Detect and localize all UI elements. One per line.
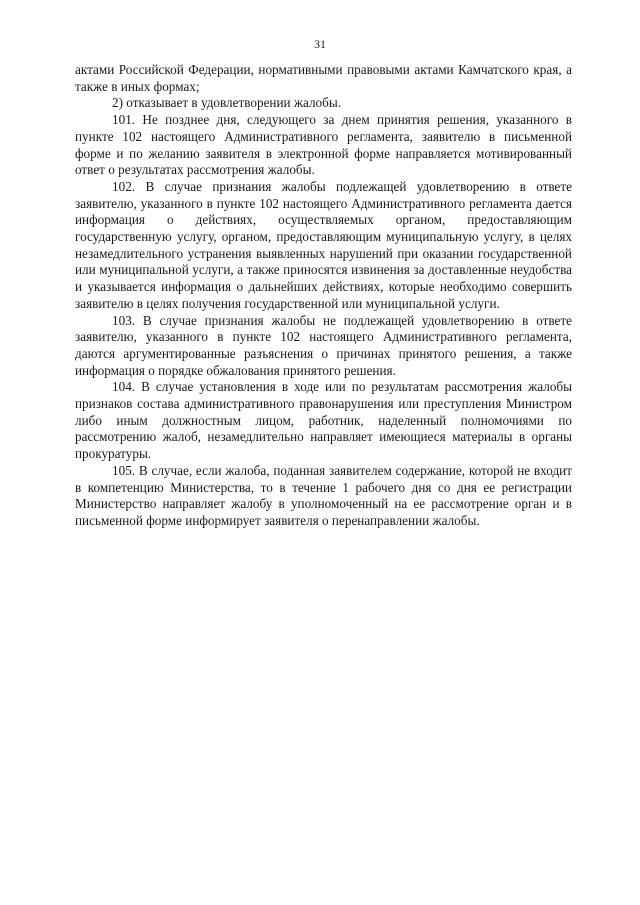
paragraph-continuation: актами Российской Федерации, нормативными правовыми актами Камчатского края, а также в иных формах; xyxy=(75,62,572,94)
paragraph-103: 103. В случае признания жалобы не подлежащей удовлетворению в ответе заявителю, указанного в пункте 102 настоящего Административного регламента, даются аргументированные разъяснения о причинах принятого решения, а также информация о порядке обжалования принятого решения. xyxy=(75,312,572,378)
paragraph-item-2: 2) отказывает в удовлетворении жалобы. xyxy=(112,95,342,111)
paragraph-102: 102. В случае признания жалобы подлежащей удовлетворению в ответе заявителю, указанного в пункте 102 настоящего Административного регламента дается информация о действиях, осуществляемых органом, предоставляющим государственную услугу, органом, предоставляющим муниципальную услугу, в целях незамедлительного устранения выявленных нарушений при оказании государственной или муниципальной услуги, а также приносятся извинения за доставленные неудобства и указывается информация о дальнейших действиях, которые необходимо совершить заявителю в целях получения государственной или муниципальной услуги. xyxy=(75,178,572,311)
document-body xyxy=(75,62,572,530)
paragraph-105: 105. В случае, если жалоба, поданная заявителем содержание, которой не входит в компетенцию Министерства, то в течение 1 рабочего дня со дня ее регистрации Министерство направляет жалобу в уполномоченный на ее рассмотрение орган и в письменной форме информирует заявителя о перенаправлении жалобы. xyxy=(75,462,572,528)
paragraph-104: 104. В случае установления в ходе или по результатам рассмотрения жалобы признаков состава административного правонарушения или преступления Министром либо иным должностным лицом, работник, наделенный полномочиями по рассмотрению жалоб, незамедлительно направляет имеющиеся материалы в органы прокуратуры. xyxy=(75,379,572,462)
page-number: 31 xyxy=(314,37,326,51)
paragraph-101: 101. Не позднее дня, следующего за днем принятия решения, указанного в пункте 102 настоящего Административного регламента, заявителю в письменной форме и по желанию заявителя в электронной форме направляется мотивированный ответ о результатах рассмотрения жалобы. xyxy=(75,112,572,178)
